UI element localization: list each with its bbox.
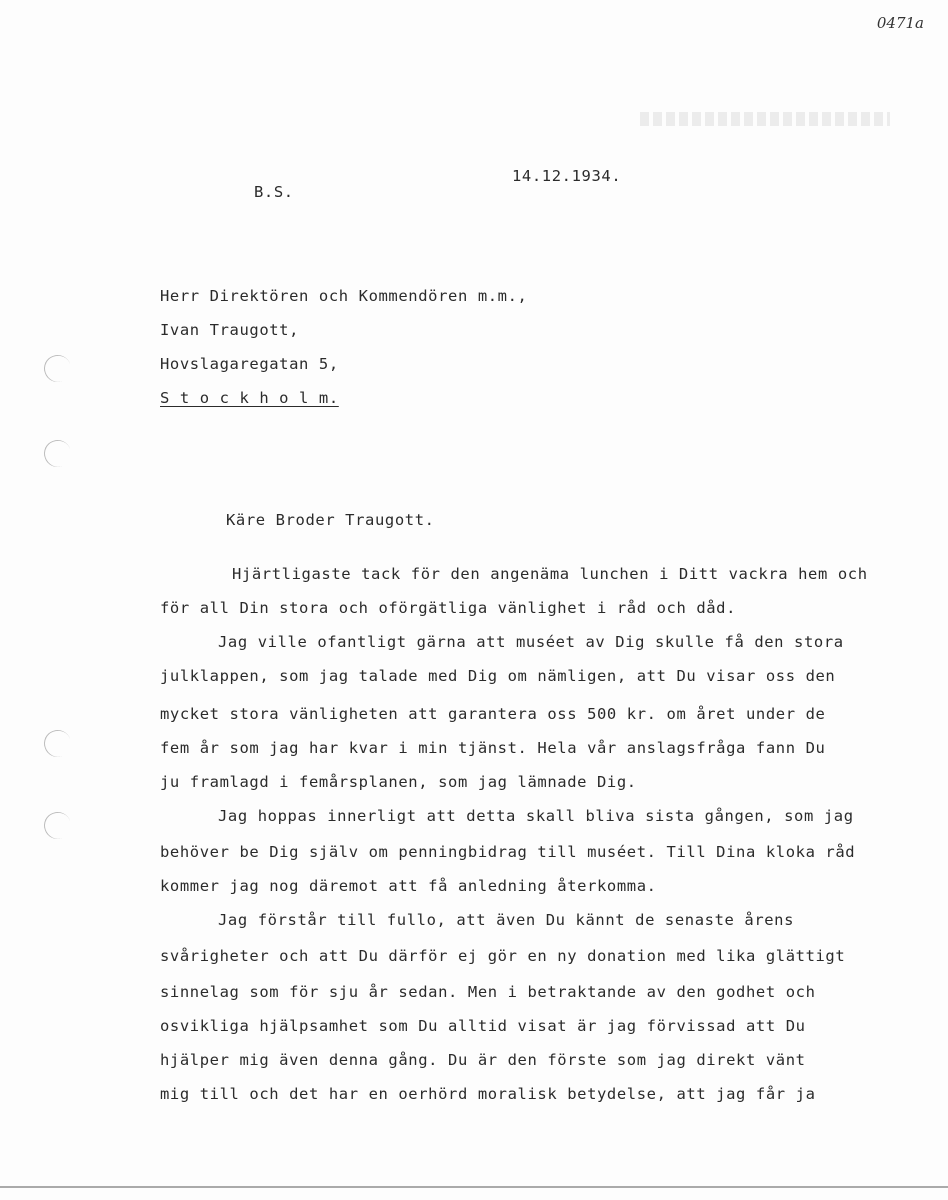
body-line: ju framlagd i femårsplanen, som jag lämnade Dig.	[160, 773, 637, 791]
body-line: hjälper mig även denna gång. Du är den förste som jag direkt vänt	[160, 1051, 806, 1069]
body-line: osvikliga hjälpsamhet som Du alltid visat är jag förvissad att Du	[160, 1017, 806, 1035]
punch-hole-mark	[40, 808, 75, 843]
body-line: kommer jag nog däremot att få anledning återkomma.	[160, 877, 657, 895]
body-line: sinnelag som för sju år sedan. Men i betraktande av den godhet och	[160, 983, 816, 1001]
letter-date: 14.12.1934.	[512, 167, 622, 185]
body-line: svårigheter och att Du därför ej gör en ny donation med lika glättigt	[160, 947, 846, 965]
address-line: Ivan Traugott,	[160, 321, 300, 339]
body-line: mig till och det har en oerhörd moralisk betydelse, att jag får ja	[160, 1085, 816, 1103]
show-through-ghost-text	[640, 112, 890, 126]
punch-hole-mark	[40, 436, 75, 471]
body-line: Jag hoppas innerligt att detta skall bliva sista gången, som jag	[218, 807, 854, 825]
archive-number: 0471a	[876, 14, 924, 32]
body-line: Jag ville ofantligt gärna att muséet av Dig skulle få den stora	[218, 633, 844, 651]
address-line: Hovslagaregatan 5,	[160, 355, 339, 373]
punch-hole-mark	[40, 726, 75, 761]
body-line: Jag förstår till fullo, att även Du kännt de senaste årens	[218, 911, 795, 929]
body-line: fem år som jag har kvar i min tjänst. Hela vår anslagsfråga fann Du	[160, 739, 826, 757]
punch-hole-mark	[40, 351, 75, 386]
body-line: mycket stora vänligheten att garantera oss 500 kr. om året under de	[160, 705, 826, 723]
body-line: behöver be Dig själv om penningbidrag till muséet. Till Dina kloka råd	[160, 843, 856, 861]
address-line: Herr Direktören och Kommendören m.m.,	[160, 287, 528, 305]
address-city: S t o c k h o l m.	[160, 389, 339, 407]
body-line: för all Din stora och oförgätliga vänlighet i råd och dåd.	[160, 599, 737, 617]
body-line: julklappen, som jag talade med Dig om nämligen, att Du visar oss den	[160, 667, 836, 685]
sender-initials: B.S.	[254, 183, 294, 201]
page-bottom-edge	[0, 1186, 948, 1188]
salutation: Käre Broder Traugott.	[226, 511, 435, 529]
body-line: Hjärtligaste tack för den angenäma lunchen i Ditt vackra hem och	[232, 565, 868, 583]
